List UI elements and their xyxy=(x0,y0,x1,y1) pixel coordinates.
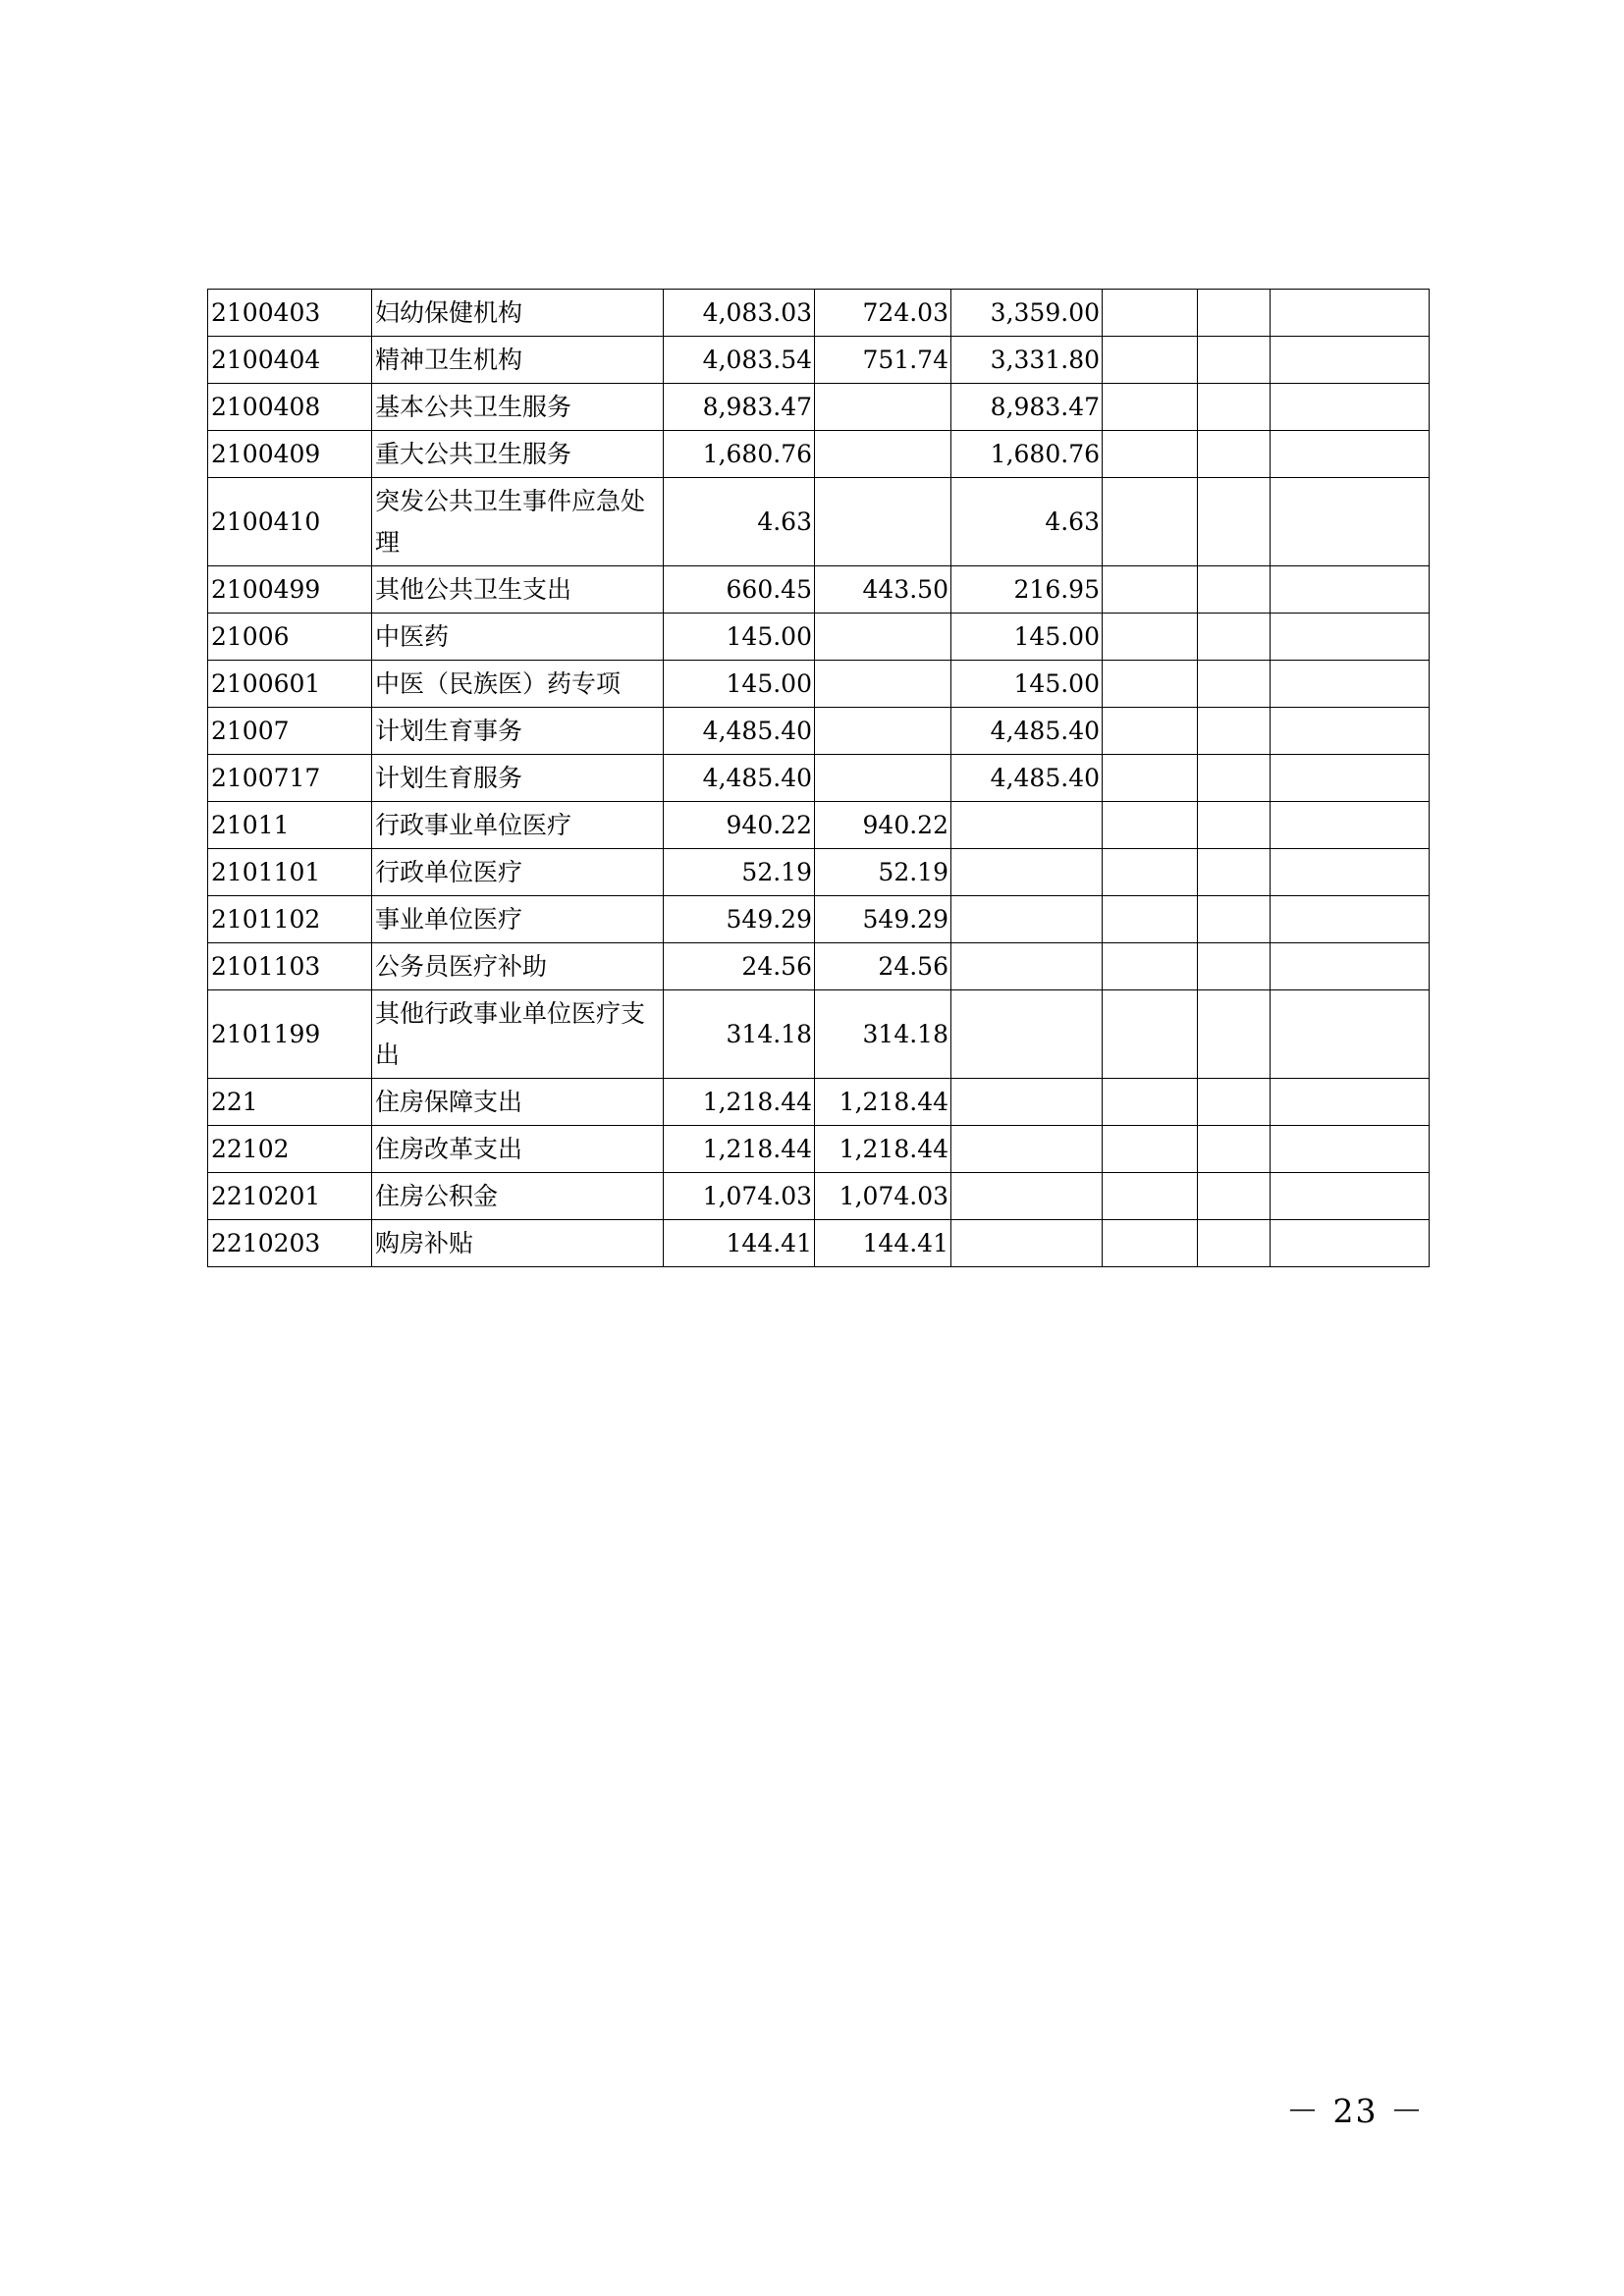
cell-name: 住房保障支出 xyxy=(372,1079,664,1126)
cell-basic: 314.18 xyxy=(815,990,951,1079)
cell-empty xyxy=(1198,1220,1271,1267)
cell-project: 3,331.80 xyxy=(951,337,1103,384)
cell-basic: 940.22 xyxy=(815,802,951,849)
cell-empty xyxy=(1198,1126,1271,1173)
cell-empty xyxy=(1271,661,1430,708)
cell-name: 行政单位医疗 xyxy=(372,849,664,896)
cell-basic xyxy=(815,431,951,478)
cell-empty xyxy=(1103,566,1198,614)
cell-empty xyxy=(1271,755,1430,802)
table-row xyxy=(208,802,1430,849)
cell-empty xyxy=(1198,431,1271,478)
cell-name: 精神卫生机构 xyxy=(372,337,664,384)
cell-total: 940.22 xyxy=(664,802,815,849)
cell-total: 8,983.47 xyxy=(664,384,815,431)
cell-code: 2100601 xyxy=(208,661,372,708)
cell-empty xyxy=(1103,708,1198,755)
budget-table-body xyxy=(208,290,1430,1267)
cell-total: 1,680.76 xyxy=(664,431,815,478)
cell-empty xyxy=(1271,990,1430,1079)
cell-empty xyxy=(1271,384,1430,431)
cell-code: 21007 xyxy=(208,708,372,755)
cell-empty xyxy=(1271,802,1430,849)
table-row xyxy=(208,290,1430,337)
table-row xyxy=(208,755,1430,802)
cell-empty xyxy=(1103,384,1198,431)
cell-empty xyxy=(1198,337,1271,384)
cell-code: 2100409 xyxy=(208,431,372,478)
cell-project: 145.00 xyxy=(951,661,1103,708)
cell-code: 2101199 xyxy=(208,990,372,1079)
cell-empty xyxy=(1198,384,1271,431)
cell-total: 4,485.40 xyxy=(664,708,815,755)
cell-name: 计划生育服务 xyxy=(372,755,664,802)
cell-empty xyxy=(1103,290,1198,337)
table-row xyxy=(208,384,1430,431)
cell-empty xyxy=(1271,708,1430,755)
cell-code: 2101103 xyxy=(208,943,372,990)
table-row xyxy=(208,337,1430,384)
cell-empty xyxy=(1271,943,1430,990)
cell-basic: 751.74 xyxy=(815,337,951,384)
table-row xyxy=(208,431,1430,478)
table-row xyxy=(208,1220,1430,1267)
cell-empty xyxy=(1103,802,1198,849)
cell-code: 22102 xyxy=(208,1126,372,1173)
cell-total: 1,218.44 xyxy=(664,1126,815,1173)
cell-empty xyxy=(1198,849,1271,896)
cell-empty xyxy=(1198,755,1271,802)
cell-code: 2100403 xyxy=(208,290,372,337)
cell-project: 1,680.76 xyxy=(951,431,1103,478)
cell-code: 21011 xyxy=(208,802,372,849)
cell-empty xyxy=(1103,1173,1198,1220)
table-row xyxy=(208,478,1430,566)
cell-basic: 1,218.44 xyxy=(815,1126,951,1173)
cell-code: 2100410 xyxy=(208,478,372,566)
cell-code: 2100717 xyxy=(208,755,372,802)
cell-empty xyxy=(1271,1220,1430,1267)
table-row xyxy=(208,1173,1430,1220)
cell-project: 145.00 xyxy=(951,614,1103,661)
cell-name: 中医药 xyxy=(372,614,664,661)
cell-code: 2101102 xyxy=(208,896,372,943)
cell-name: 购房补贴 xyxy=(372,1220,664,1267)
cell-project xyxy=(951,990,1103,1079)
cell-name: 住房改革支出 xyxy=(372,1126,664,1173)
cell-empty xyxy=(1103,755,1198,802)
cell-empty xyxy=(1103,896,1198,943)
cell-total: 4,485.40 xyxy=(664,755,815,802)
cell-basic xyxy=(815,478,951,566)
cell-basic xyxy=(815,614,951,661)
cell-name: 其他行政事业单位医疗支出 xyxy=(372,990,664,1079)
cell-name: 妇幼保健机构 xyxy=(372,290,664,337)
cell-empty xyxy=(1103,1079,1198,1126)
cell-name: 重大公共卫生服务 xyxy=(372,431,664,478)
cell-name: 公务员医疗补助 xyxy=(372,943,664,990)
cell-empty xyxy=(1271,849,1430,896)
cell-empty xyxy=(1198,990,1271,1079)
budget-table xyxy=(207,289,1430,1267)
table-row xyxy=(208,661,1430,708)
cell-empty xyxy=(1271,1173,1430,1220)
cell-code: 2210203 xyxy=(208,1220,372,1267)
cell-code: 2100408 xyxy=(208,384,372,431)
cell-name: 突发公共卫生事件应急处理 xyxy=(372,478,664,566)
cell-total: 660.45 xyxy=(664,566,815,614)
cell-empty xyxy=(1198,1079,1271,1126)
cell-basic: 1,074.03 xyxy=(815,1173,951,1220)
cell-project: 216.95 xyxy=(951,566,1103,614)
cell-empty xyxy=(1198,943,1271,990)
cell-empty xyxy=(1198,566,1271,614)
cell-total: 145.00 xyxy=(664,661,815,708)
table-row xyxy=(208,1079,1430,1126)
cell-project: 3,359.00 xyxy=(951,290,1103,337)
cell-project: 4,485.40 xyxy=(951,708,1103,755)
cell-total: 1,218.44 xyxy=(664,1079,815,1126)
cell-empty xyxy=(1271,337,1430,384)
cell-empty xyxy=(1103,614,1198,661)
table-row xyxy=(208,1126,1430,1173)
cell-empty xyxy=(1271,431,1430,478)
table-row xyxy=(208,566,1430,614)
cell-empty xyxy=(1103,943,1198,990)
cell-empty xyxy=(1103,990,1198,1079)
cell-project: 4,485.40 xyxy=(951,755,1103,802)
cell-empty xyxy=(1271,290,1430,337)
table-row xyxy=(208,943,1430,990)
cell-code: 2210201 xyxy=(208,1173,372,1220)
cell-name: 行政事业单位医疗 xyxy=(372,802,664,849)
cell-total: 24.56 xyxy=(664,943,815,990)
cell-total: 314.18 xyxy=(664,990,815,1079)
cell-empty xyxy=(1271,566,1430,614)
table-row xyxy=(208,708,1430,755)
cell-basic: 724.03 xyxy=(815,290,951,337)
cell-code: 2100499 xyxy=(208,566,372,614)
cell-total: 145.00 xyxy=(664,614,815,661)
cell-empty xyxy=(1103,849,1198,896)
cell-project xyxy=(951,1173,1103,1220)
cell-empty xyxy=(1198,290,1271,337)
cell-empty xyxy=(1103,1126,1198,1173)
cell-code: 221 xyxy=(208,1079,372,1126)
cell-empty xyxy=(1198,896,1271,943)
cell-total: 4.63 xyxy=(664,478,815,566)
cell-basic: 549.29 xyxy=(815,896,951,943)
cell-empty xyxy=(1198,708,1271,755)
cell-project xyxy=(951,943,1103,990)
cell-empty xyxy=(1198,1173,1271,1220)
cell-empty xyxy=(1198,661,1271,708)
cell-empty xyxy=(1103,337,1198,384)
cell-basic xyxy=(815,755,951,802)
cell-project: 4.63 xyxy=(951,478,1103,566)
cell-empty xyxy=(1103,431,1198,478)
table-row xyxy=(208,990,1430,1079)
cell-basic: 144.41 xyxy=(815,1220,951,1267)
cell-empty xyxy=(1271,614,1430,661)
cell-basic: 52.19 xyxy=(815,849,951,896)
cell-name: 其他公共卫生支出 xyxy=(372,566,664,614)
cell-basic xyxy=(815,708,951,755)
cell-code: 2100404 xyxy=(208,337,372,384)
cell-name: 基本公共卫生服务 xyxy=(372,384,664,431)
cell-name: 事业单位医疗 xyxy=(372,896,664,943)
cell-project xyxy=(951,1126,1103,1173)
table-row xyxy=(208,614,1430,661)
cell-basic: 24.56 xyxy=(815,943,951,990)
cell-project xyxy=(951,1079,1103,1126)
cell-project xyxy=(951,802,1103,849)
cell-total: 4,083.54 xyxy=(664,337,815,384)
table-row xyxy=(208,849,1430,896)
cell-project xyxy=(951,849,1103,896)
table-row xyxy=(208,896,1430,943)
cell-empty xyxy=(1103,1220,1198,1267)
cell-basic: 443.50 xyxy=(815,566,951,614)
cell-total: 144.41 xyxy=(664,1220,815,1267)
cell-empty xyxy=(1103,478,1198,566)
cell-basic xyxy=(815,661,951,708)
cell-total: 4,083.03 xyxy=(664,290,815,337)
cell-code: 21006 xyxy=(208,614,372,661)
page-number: － 23 － xyxy=(1286,2092,1425,2130)
cell-empty xyxy=(1198,802,1271,849)
cell-project xyxy=(951,896,1103,943)
cell-empty xyxy=(1271,1126,1430,1173)
cell-total: 549.29 xyxy=(664,896,815,943)
cell-total: 1,074.03 xyxy=(664,1173,815,1220)
cell-project: 8,983.47 xyxy=(951,384,1103,431)
cell-name: 住房公积金 xyxy=(372,1173,664,1220)
cell-basic: 1,218.44 xyxy=(815,1079,951,1126)
cell-name: 中医（民族医）药专项 xyxy=(372,661,664,708)
cell-name: 计划生育事务 xyxy=(372,708,664,755)
cell-empty xyxy=(1198,478,1271,566)
cell-total: 52.19 xyxy=(664,849,815,896)
cell-empty xyxy=(1271,478,1430,566)
cell-empty xyxy=(1198,614,1271,661)
cell-project xyxy=(951,1220,1103,1267)
cell-basic xyxy=(815,384,951,431)
cell-empty xyxy=(1271,896,1430,943)
cell-empty xyxy=(1271,1079,1430,1126)
cell-empty xyxy=(1103,661,1198,708)
cell-code: 2101101 xyxy=(208,849,372,896)
